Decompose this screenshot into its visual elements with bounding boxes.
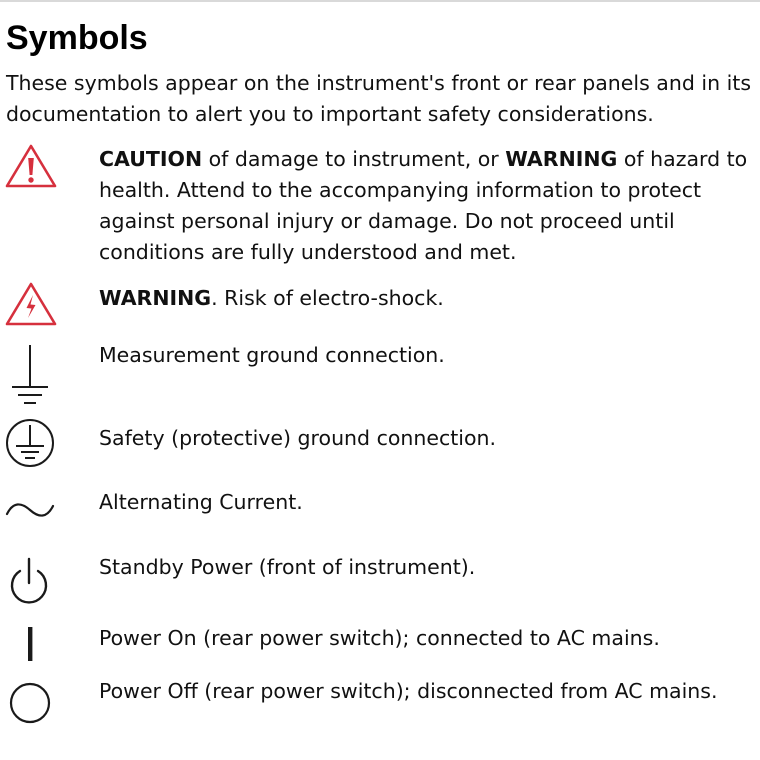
power-off-icon (6, 679, 54, 727)
alternating-current-icon (4, 496, 56, 524)
symbol-row-measurement-ground (99, 340, 754, 371)
symbol-row-alternating-current (99, 487, 754, 518)
standby-power-text: Standby Power (front of instrument). (99, 555, 476, 579)
shock-warning-label: WARNING (99, 286, 212, 310)
caution-text-2: of hazard to health. Attend to the accompanying information to protect against personal injury or damage. Do not proceed until conditions are fully understood and met. (99, 147, 748, 264)
caution-label: CAUTION (99, 147, 203, 171)
symbol-row-caution (99, 144, 754, 268)
top-divider (0, 0, 760, 2)
electric-shock-icon (4, 280, 58, 328)
symbol-row-protective-ground (99, 423, 754, 454)
symbol-row-power-off (99, 676, 754, 707)
warning-label: WARNING (505, 147, 618, 171)
measurement-ground-text: Measurement ground connection. (99, 343, 445, 367)
symbol-row-power-on (99, 623, 754, 654)
caution-text-1: of damage to instrument, or (202, 147, 506, 171)
page-title: Symbols (6, 19, 148, 57)
symbol-row-electric-shock (99, 283, 754, 314)
measurement-ground-icon (8, 343, 52, 409)
alternating-current-text: Alternating Current. (99, 490, 303, 514)
standby-power-icon (6, 555, 52, 607)
intro-paragraph: These symbols appear on the instrument's front or rear panels and in its documentation to alert you to important safety considerations. (6, 71, 751, 126)
shock-text: . Risk of electro-shock. (211, 286, 444, 310)
power-on-icon (20, 625, 40, 665)
protective-ground-icon (4, 417, 56, 469)
protective-ground-text: Safety (protective) ground connection. (99, 426, 497, 450)
power-on-text: Power On (rear power switch); connected to AC mains. (99, 626, 660, 650)
power-off-text: Power Off (rear power switch); disconnected from AC mains. (99, 679, 718, 703)
caution-triangle-icon (4, 142, 58, 190)
symbol-row-standby-power (99, 552, 754, 583)
